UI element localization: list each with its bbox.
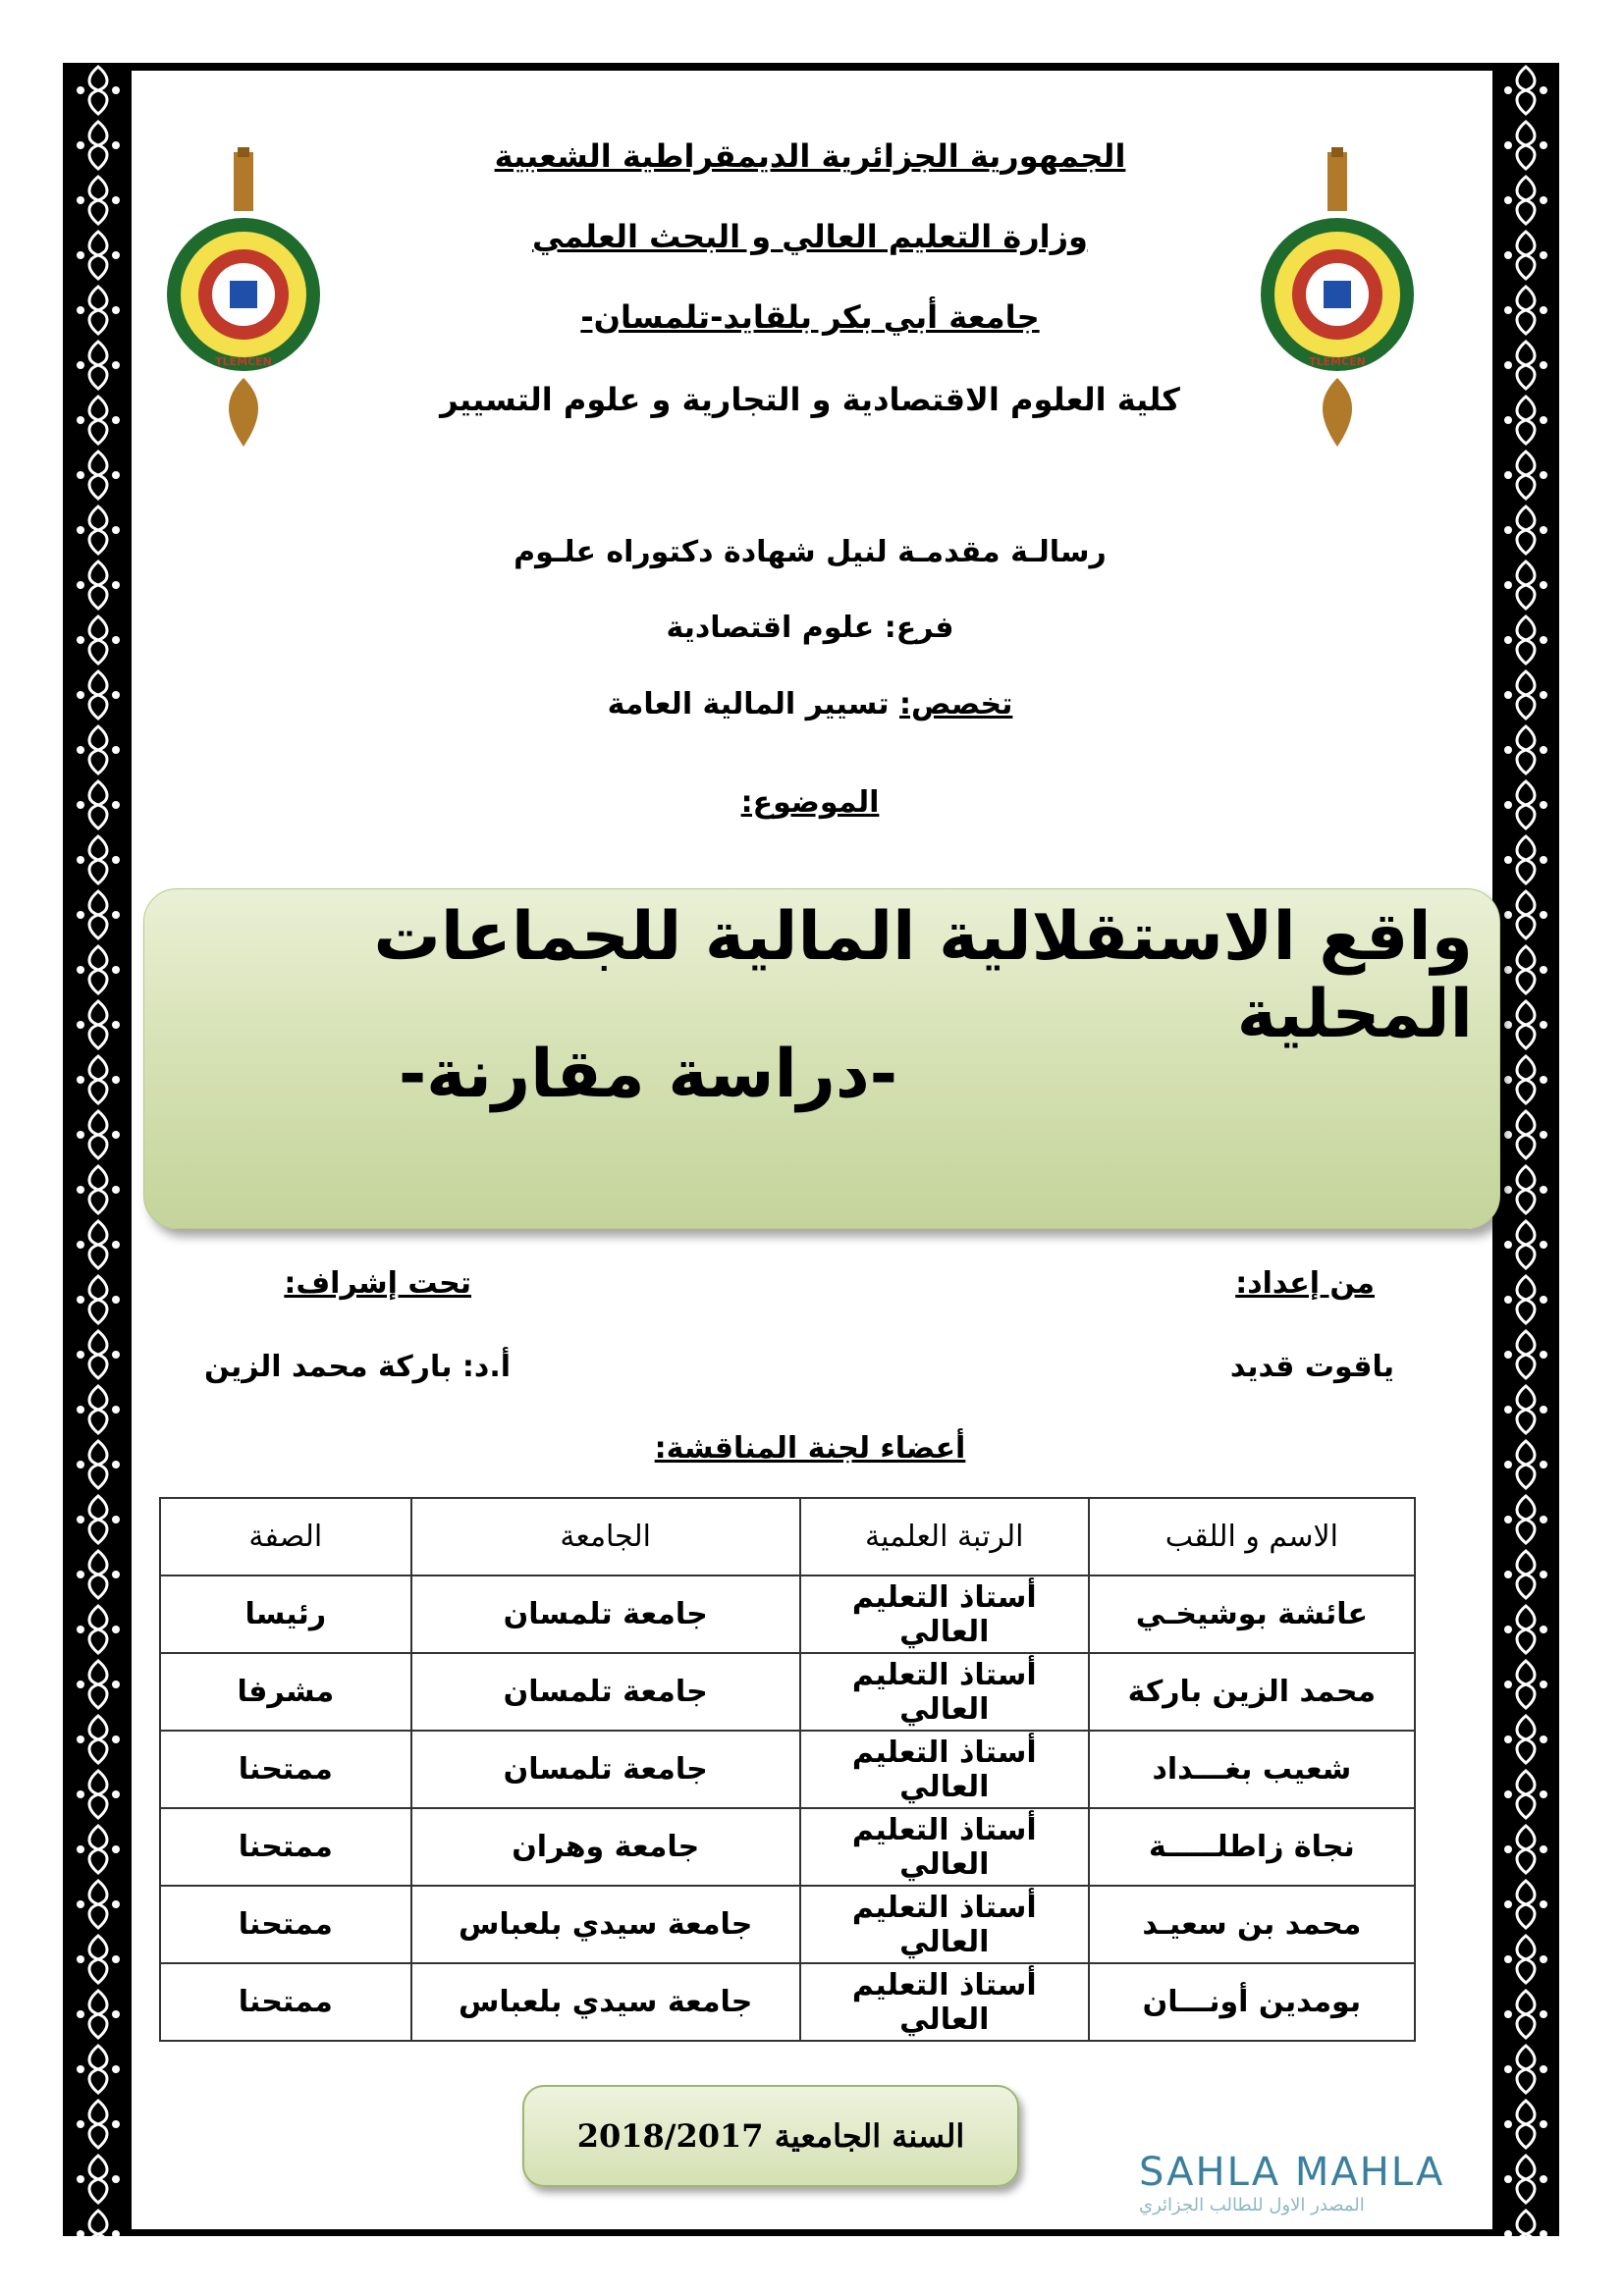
supervisor-name: أ.د: باركة محمد الزين xyxy=(204,1350,511,1384)
member-university: جامعة تلمسان xyxy=(411,1575,800,1653)
specialty-line xyxy=(353,687,1267,721)
thesis-title: واقع الاستقلالية المالية للجماعات المحلية xyxy=(373,898,1473,1053)
committee-table xyxy=(159,1497,1416,2042)
member-university: جامعة تلمسان xyxy=(411,1731,800,1808)
member-rank: أستاذ التعليم العالي xyxy=(800,1575,1089,1653)
faculty-heading: كلية العلوم الاقتصادية و التجارية و علوم التسيير xyxy=(440,381,1180,418)
column-header-name: الاسم و اللقب xyxy=(1089,1498,1415,1575)
member-university: جامعة تلمسان xyxy=(411,1653,800,1731)
ornament-border-left xyxy=(71,63,126,2236)
member-university: جامعة سيدي بلعباس xyxy=(411,1963,800,2041)
member-role: ممتحنا xyxy=(160,1808,411,1886)
watermark-brand: SAHLA MAHLA xyxy=(1139,2150,1445,2195)
committee-heading: أعضاء لجنة المناقشة: xyxy=(654,1431,966,1466)
table-row xyxy=(160,1963,1415,2041)
member-role: مشرفا xyxy=(160,1653,411,1731)
member-name: عائشة بوشيخـي xyxy=(1089,1575,1415,1653)
member-rank: أستاذ التعليم العالي xyxy=(800,1731,1089,1808)
member-role: ممتحنا xyxy=(160,1963,411,2041)
svg-text:TLEMCEN: TLEMCEN xyxy=(215,355,272,368)
member-name: بومدين أونـــان xyxy=(1089,1963,1415,2041)
column-header-role: الصفة xyxy=(160,1498,411,1575)
ornament-border-right xyxy=(1498,63,1553,2236)
branch-line xyxy=(353,611,1267,645)
academic-year: السنة الجامعية 2018/2017 xyxy=(522,2085,1019,2187)
member-role: رئيسا xyxy=(160,1575,411,1653)
prepared-by-label: من إعداد: xyxy=(1235,1266,1375,1301)
svg-text:TLEMCEN: TLEMCEN xyxy=(1309,355,1366,368)
member-name: محمد الزين باركة xyxy=(1089,1653,1415,1731)
table-row xyxy=(160,1653,1415,1731)
member-role: ممتحنا xyxy=(160,1731,411,1808)
member-name: نجاة زاطلـــــة xyxy=(1089,1808,1415,1886)
degree-line: رسالـة مقدمـة لنيل شهادة دكتوراه علـوم xyxy=(514,535,1107,569)
member-university: جامعة سيدي بلعباس xyxy=(411,1886,800,1963)
prepared-by-name: ياقوت قديد xyxy=(1229,1350,1394,1384)
table-row xyxy=(160,1575,1415,1653)
table-header-row xyxy=(160,1498,1415,1575)
specialty-value: تسيير المالية العامة xyxy=(607,687,890,721)
member-role: ممتحنا xyxy=(160,1886,411,1963)
subject-label: الموضوع: xyxy=(740,785,880,820)
university-heading: جامعة أبي بكر بلقايد-تلمسان- xyxy=(580,298,1040,336)
republic-heading: الجمهورية الجزائرية الديمقراطية الشعبية xyxy=(494,137,1126,175)
member-rank: أستاذ التعليم العالي xyxy=(800,1963,1089,2041)
thesis-subtitle: -دراسة مقارنة- xyxy=(398,1036,898,1113)
member-name: شعيب بغـــداد xyxy=(1089,1731,1415,1808)
ministry-heading: وزارة التعليم العالي و البحث العلمي xyxy=(532,218,1088,255)
member-rank: أستاذ التعليم العالي xyxy=(800,1653,1089,1731)
university-logo-left xyxy=(165,147,322,452)
member-rank: أستاذ التعليم العالي xyxy=(800,1808,1089,1886)
table-row xyxy=(160,1886,1415,1963)
branch-value: علوم اقتصادية xyxy=(666,611,875,645)
table-row xyxy=(160,1731,1415,1808)
watermark-tagline: المصدر الاول للطالب الجزائري xyxy=(1139,2195,1365,2216)
watermark xyxy=(1139,2150,1532,2216)
member-name: محمد بن سعيـد xyxy=(1089,1886,1415,1963)
column-header-rank: الرتبة العلمية xyxy=(800,1498,1089,1575)
supervisor-label: تحت إشراف: xyxy=(284,1266,471,1301)
member-rank: أستاذ التعليم العالي xyxy=(800,1886,1089,1963)
table-row xyxy=(160,1808,1415,1886)
column-header-university: الجامعة xyxy=(411,1498,800,1575)
specialty-label: تخصص: xyxy=(899,687,1013,721)
member-university: جامعة وهران xyxy=(411,1808,800,1886)
branch-label: فرع: xyxy=(884,611,954,645)
